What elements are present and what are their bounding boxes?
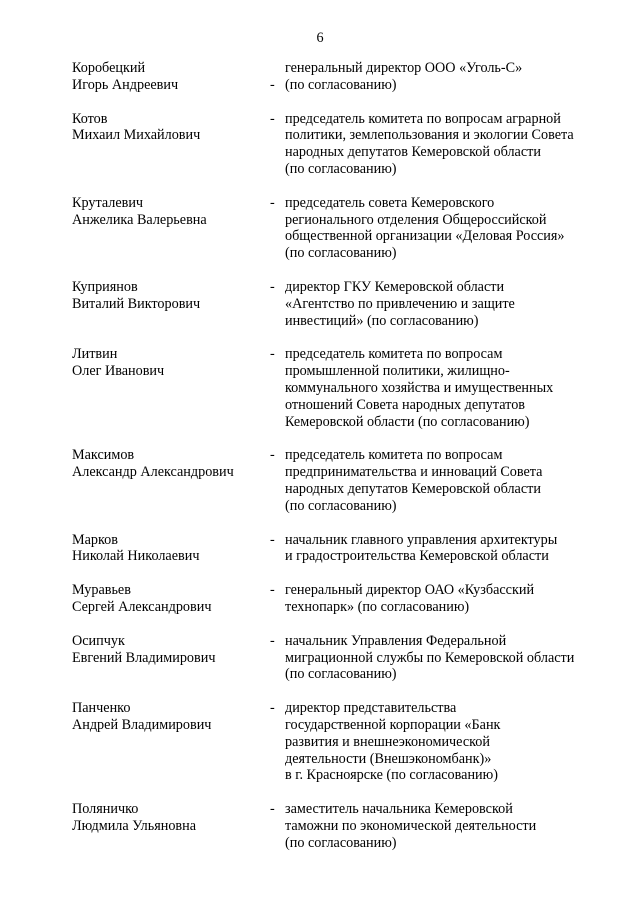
position-line: заместитель начальника Кемеровской xyxy=(285,801,513,818)
position-line: директор ГКУ Кемеровской области xyxy=(285,278,505,295)
dash-separator: - xyxy=(270,700,275,717)
member-surname: Литвин xyxy=(72,346,118,363)
member-given-names: Михаил Михайлович xyxy=(72,127,201,144)
dash-separator: - xyxy=(270,278,275,295)
member-surname: Круталевич xyxy=(72,194,144,211)
member-position xyxy=(285,447,615,514)
dash-separator: - xyxy=(270,632,275,649)
member-given-names: Александр Александрович xyxy=(72,464,234,481)
member-given-names: Евгений Владимирович xyxy=(72,649,216,666)
position-line: председатель комитета по вопросам аграрной xyxy=(285,110,561,127)
member-given-names: Николай Николаевич xyxy=(72,548,200,565)
dash-separator: - xyxy=(270,582,275,599)
position-line: народных депутатов Кемеровской области xyxy=(285,144,541,161)
member-name xyxy=(72,60,272,94)
member-name xyxy=(72,195,272,229)
member-given-names: Сергей Александрович xyxy=(72,598,212,615)
member-surname: Коробецкий xyxy=(72,60,146,76)
position-line: (по согласованию) xyxy=(285,666,397,683)
dash-separator: - xyxy=(270,76,275,93)
member-entry xyxy=(0,346,640,430)
member-entry xyxy=(0,633,640,683)
position-line: развития и внешнеэкономической xyxy=(285,733,490,750)
member-entry xyxy=(0,279,640,329)
position-line: технопарк» (по согласованию) xyxy=(285,598,470,615)
position-line: генеральный директор ОАО «Кузбасский xyxy=(285,582,535,599)
position-line: предпринимательства и инноваций Совета xyxy=(285,464,543,481)
member-given-names: Игорь Андреевич xyxy=(72,76,179,93)
position-line: деятельности (Внешэкономбанк)» xyxy=(285,750,492,767)
member-given-names: Олег Иванович xyxy=(72,363,165,380)
member-name xyxy=(72,447,272,481)
member-given-names: Людмила Ульяновна xyxy=(72,817,197,834)
member-position xyxy=(285,633,615,683)
member-surname: Осипчук xyxy=(72,632,125,649)
member-position xyxy=(285,279,615,329)
member-given-names: Андрей Владимирович xyxy=(72,716,212,733)
member-name xyxy=(72,111,272,145)
dash-separator: - xyxy=(270,801,275,818)
position-line: в г. Красноярске (по согласованию) xyxy=(285,767,498,784)
position-line: Кемеровской области (по согласованию) xyxy=(285,413,530,430)
member-surname: Максимов xyxy=(72,447,135,464)
position-line: председатель совета Кемеровского xyxy=(285,194,495,211)
member-given-names: Виталий Викторович xyxy=(72,295,201,312)
member-position xyxy=(285,195,615,262)
position-line: таможни по экономической деятельности xyxy=(285,817,537,834)
member-entry xyxy=(0,195,640,262)
position-line: (по согласованию) xyxy=(285,834,397,851)
position-line: (по согласованию) xyxy=(285,76,397,93)
member-name xyxy=(72,532,272,566)
position-line: генеральный директор ООО «Уголь-С» xyxy=(285,60,523,76)
position-line: начальник главного управления архитектуры xyxy=(285,531,558,548)
position-line: регионального отделения Общероссийской xyxy=(285,211,547,228)
position-line: коммунального хозяйства и имущественных xyxy=(285,379,554,396)
dash-separator: - xyxy=(270,110,275,127)
position-line: общественной организации «Деловая Россия» xyxy=(285,228,565,245)
member-surname: Панченко xyxy=(72,700,131,717)
member-name xyxy=(72,801,272,835)
position-line: директор представительства xyxy=(285,700,457,717)
member-position xyxy=(285,346,615,430)
member-entry xyxy=(0,801,640,851)
position-line: (по согласованию) xyxy=(285,245,397,262)
member-surname: Муравьев xyxy=(72,582,131,599)
member-position xyxy=(285,801,615,851)
member-name xyxy=(72,582,272,616)
position-line: (по согласованию) xyxy=(285,160,397,177)
position-line: государственной корпорации «Банк xyxy=(285,716,501,733)
position-line: председатель комитета по вопросам xyxy=(285,346,503,363)
dash-separator: - xyxy=(270,447,275,464)
member-surname: Котов xyxy=(72,110,108,127)
position-line: промышленной политики, жилищно- xyxy=(285,363,510,380)
position-line: народных депутатов Кемеровской области xyxy=(285,480,541,497)
position-line: и градостроительства Кемеровской области xyxy=(285,548,549,565)
dash-separator: - xyxy=(270,194,275,211)
member-name xyxy=(72,279,272,313)
position-line: председатель комитета по вопросам xyxy=(285,447,503,464)
position-line: миграционной службы по Кемеровской области xyxy=(285,649,575,666)
member-entry xyxy=(0,582,640,616)
member-name xyxy=(72,633,272,667)
member-surname: Поляничко xyxy=(72,801,139,818)
dash-separator: - xyxy=(270,531,275,548)
member-entry xyxy=(0,532,640,566)
member-position xyxy=(285,700,615,784)
dash-separator: - xyxy=(270,346,275,363)
member-surname: Куприянов xyxy=(72,278,138,295)
member-given-names: Анжелика Валерьевна xyxy=(72,211,207,228)
member-entry xyxy=(0,111,640,178)
member-position xyxy=(285,532,615,566)
position-line: (по согласованию) xyxy=(285,497,397,514)
position-line: начальник Управления Федеральной xyxy=(285,632,507,649)
member-name xyxy=(72,700,272,734)
member-name xyxy=(72,346,272,380)
position-line: инвестиций» (по согласованию) xyxy=(285,312,479,329)
member-position xyxy=(285,60,615,94)
member-list xyxy=(0,60,640,869)
position-line: отношений Совета народных депутатов xyxy=(285,396,525,413)
member-entry xyxy=(0,700,640,784)
page-number: 6 xyxy=(316,30,324,46)
member-position xyxy=(285,582,615,616)
position-line: политики, землепользования и экологии Совета xyxy=(285,127,574,144)
member-entry xyxy=(0,60,640,94)
member-position xyxy=(285,111,615,178)
position-line: «Агентство по привлечению и защите xyxy=(285,295,515,312)
member-surname: Марков xyxy=(72,531,118,548)
member-entry xyxy=(0,447,640,514)
